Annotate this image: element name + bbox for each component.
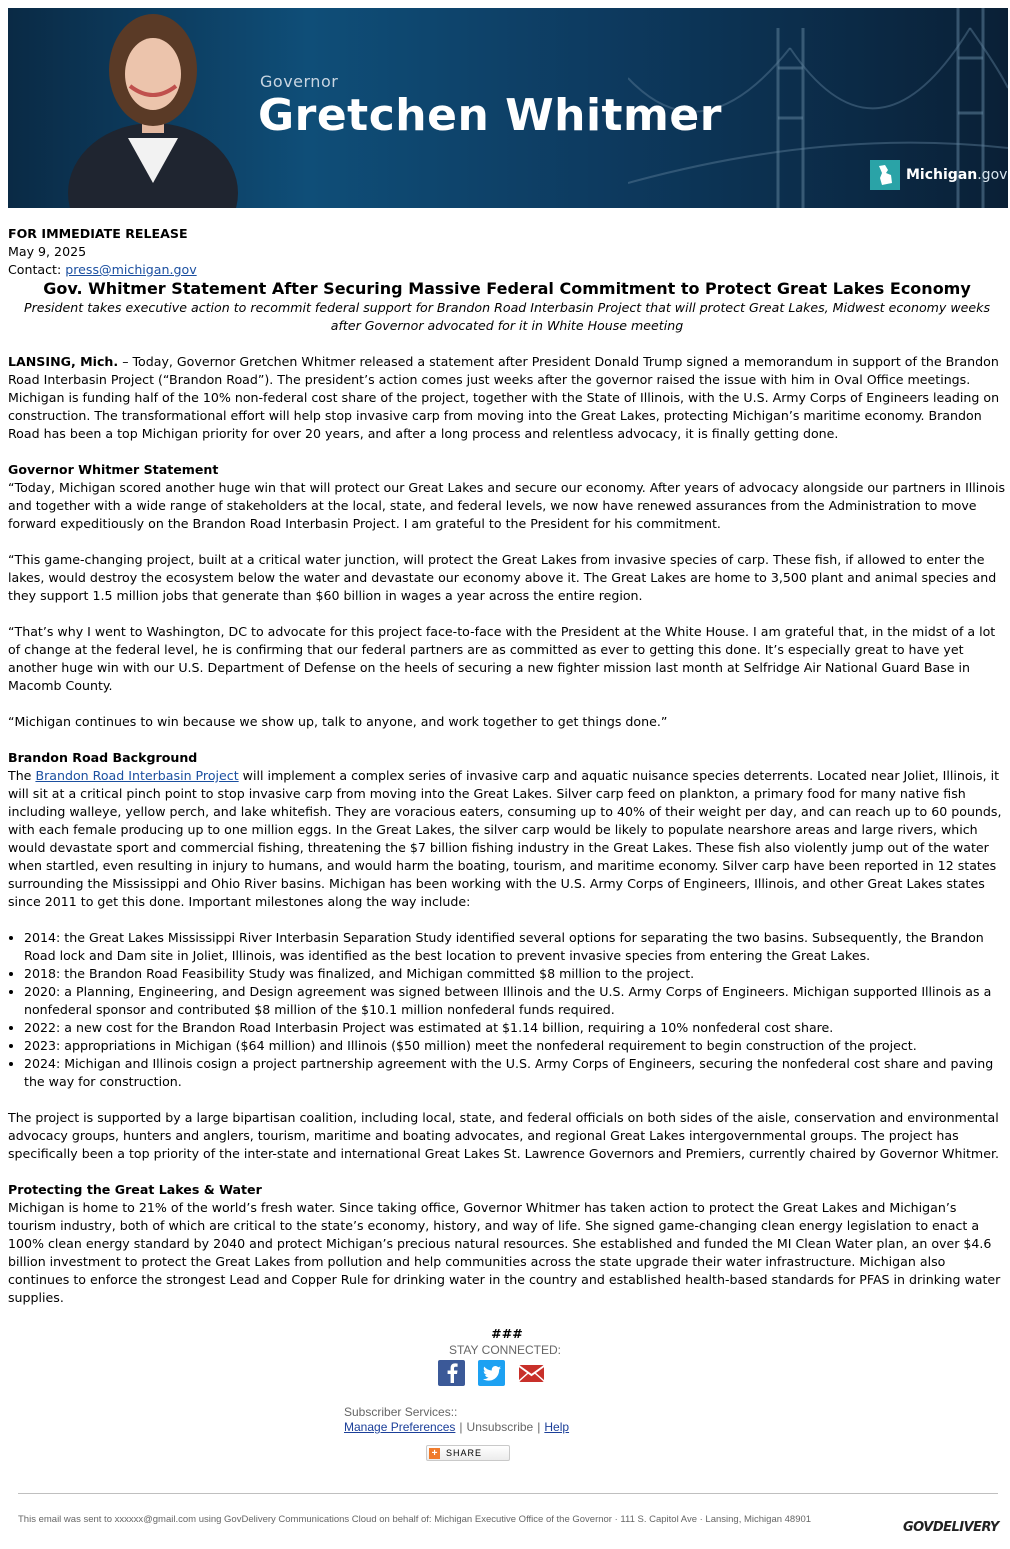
- subscriber-services-label: Subscriber Services::: [344, 1405, 458, 1419]
- water-paragraph: Michigan is home to 21% of the world’s fresh water. Since taking office, Governor Whitmer has taken action to protect the Great Lakes and Michigan’s tourism industry, both of which are critical to the state’s economy, history, and way of life. She signed game-changing clean energy legislation to enact a 100% clean energy standard by 2040 and protect Michigan’s precious natural resources. She established and funded the MI Clean Water plan, an over $4.6 billion investment to protect the Great Lakes from pollution and help communities across the state upgrade their water infrastructure. Michigan also continues to enforce the strongest Lead and Copper Rule for drinking water in the country and established health-based standards for PFAS in drinking water supplies.: [8, 1200, 1001, 1305]
- contact-label: Contact:: [8, 262, 62, 277]
- sent-notice: This email was sent to xxxxxx@gmail.com using GovDelivery Communications Cloud on behalf of: Michigan Executive Office of the Governor · 111 S. Capitol Ave · Lansing, Michigan 48901: [18, 1514, 812, 1525]
- background-heading: Brandon Road Background: [8, 750, 198, 765]
- water-heading: Protecting the Great Lakes & Water: [8, 1182, 262, 1197]
- manage-preferences-link[interactable]: Manage Preferences: [344, 1420, 456, 1434]
- header-banner: [8, 8, 1008, 208]
- milestones-list: [8, 929, 1006, 1091]
- subheadline: President takes executive action to recommit federal support for Brandon Road Interbasin Project that will protect Great Lakes, Midwest economy weeks after Governor advocated for it in White House meeting: [23, 300, 991, 333]
- contact-email-link[interactable]: press@michigan.gov: [65, 262, 197, 277]
- logo-brand: Michigan: [906, 167, 978, 183]
- share-label: SHARE: [446, 1448, 483, 1458]
- statement-paragraph-2: “This game-changing project, built at a critical water junction, will protect the Great Lakes from invasive species of carp. These fish, if allowed to enter the lakes, would destroy the ecosystem below the water and devastate our economy above it. The Great Lakes are home to 3,500 plant and animal species and they support 1.5 million jobs that generate than $60 billion in wages a year across the entire region.: [8, 552, 997, 603]
- list-item: • 2024: Michigan and Illinois cosign a project partnership agreement with the U.S. Army Corps of Engineers, securing the nonfederal cost share and paving the way for construction.: [24, 1055, 1006, 1091]
- michigan-gov-logo[interactable]: [870, 160, 1007, 190]
- twitter-icon[interactable]: [478, 1360, 505, 1386]
- governor-portrait: [68, 8, 238, 208]
- list-item: • 2022: a new cost for the Brandon Road Interbasin Project was estimated at $1.14 billion, requiring a 10% nonfederal cost share.: [24, 1019, 1006, 1037]
- coalition-paragraph: The project is supported by a large bipartisan coalition, including local, state, and federal officials on both sides of the aisle, conservation and environmental advocacy groups, hunters and anglers, tourism, maritime and boating advocates, and regional Great Lakes intergovernmental groups. The project has specifically been a top priority of the inter-state and international Great Lakes St. Lawrence Governors and Premiers, currently chaired by Governor Whitmer.: [8, 1110, 999, 1161]
- share-button[interactable]: [426, 1445, 510, 1461]
- govdelivery-logo[interactable]: GOVDELIVERY: [903, 1520, 999, 1535]
- statement-paragraph-4: “Michigan continues to win because we show up, talk to anyone, and work together to get things done.”: [8, 714, 668, 729]
- social-links: [438, 1360, 545, 1386]
- separator: |: [537, 1420, 541, 1434]
- statement-paragraph-3: “That’s why I went to Washington, DC to advocate for this project face-to-face with the President at the White House. I am grateful that, in the midst of a lot of change at the federal level, he is confirming that our federal partners are as committed as ever to getting this done. It’s especially great to have yet another huge win with our U.S. Department of Defense on the heels of securing a new fighter mission last month at Selfridge Air National Guard Base in Macomb County.: [8, 624, 996, 693]
- headline: Gov. Whitmer Statement After Securing Massive Federal Commitment to Protect Great Lakes Economy: [43, 279, 971, 298]
- help-link[interactable]: Help: [544, 1420, 570, 1434]
- end-mark: ###: [491, 1326, 523, 1341]
- governor-title: Governor: [260, 72, 339, 91]
- background-paragraph: The Brandon Road Interbasin Project will implement a complex series of invasive carp and aquatic nuisance species deterrents. Located near Joliet, Illinois, it will sit at a critical pinch point to stop invasive carp from moving into the Great Lakes. Silver carp feed on plankton, a primary food for many native fish including walleye, yellow perch, and lake whitefish. They are voracious eaters, consuming up to 40% of their weight per day, and can reach up to 60 pounds, with each female producing up to one million eggs. In the Great Lakes, the silver carp would be likely to populate nearshore areas and large rivers, which would devastate sport and commercial fishing, threatening the $7 billion fishing industry in the Great Lakes. These fish also violently jump out of the water when startled, even resulting in injury to humans, and would harm the boating, tourism, and maritime economy. Silver carp have been reported in 12 states surrounding the Mississippi and Ohio River basins. Michigan has been working with the U.S. Army Corps of Engineers, Illinois, and other Great Lakes states since 2011 to get this done. Important milestones along the way include:: [8, 768, 1002, 909]
- statement-heading: Governor Whitmer Statement: [8, 462, 219, 477]
- release-date: May 9, 2025: [8, 244, 87, 259]
- logo-suffix: .gov: [977, 167, 1008, 183]
- plus-icon: +: [429, 1448, 440, 1459]
- governor-name: Gretchen Whitmer: [258, 90, 722, 141]
- footer-divider: [18, 1493, 998, 1494]
- press-release-body: [8, 225, 1006, 1343]
- intro-paragraph: LANSING, Mich. – Today, Governor Gretchen Whitmer released a statement after President Donald Trump signed a memorandum in support of the Brandon Road Interbasin Project (“Brandon Road”). The president’s action comes just weeks after the governor raised the issue with him in Oval Office meetings. Michigan is funding half of the 10% non-federal cost share of the project, together with the State of Illinois, with the U.S. Army Corps of Engineers leading on construction. The transformational effort will help stop invasive carp from moving into the Great Lakes, protecting Michigan’s maritime economy. Brandon Road has been a top Michigan priority for over 20 years, and after a long process and relentless advocacy, it is finally getting done.: [8, 354, 1000, 441]
- michigan-map-icon: [870, 160, 900, 190]
- unsubscribe-link[interactable]: Unsubscribe: [466, 1420, 534, 1434]
- email-icon[interactable]: [518, 1360, 545, 1386]
- brandon-road-link[interactable]: Brandon Road Interbasin Project: [35, 768, 239, 783]
- list-item: • 2018: the Brandon Road Feasibility Study was finalized, and Michigan committed $8 million to the project.: [24, 965, 1006, 983]
- dateline: LANSING, Mich.: [8, 354, 119, 369]
- facebook-icon[interactable]: [438, 1360, 465, 1386]
- separator: |: [459, 1420, 463, 1434]
- statement-paragraph-1: “Today, Michigan scored another huge win that will protect our Great Lakes and secure our economy. After years of advocacy alongside our partners in Illinois and together with a wide range of stakeholders at the local, state, and federal levels, we now have renewed assurances from the Administration to move forward expeditiously on the Brandon Road Interbasin Project. I am grateful to the President for his commitment.: [8, 480, 1006, 531]
- list-item: • 2020: a Planning, Engineering, and Design agreement was signed between Illinois and the U.S. Army Corps of Engineers. Michigan supported Illinois as a nonfederal sponsor and contributed $8 million of the $10.1 million nonfederal funds required.: [24, 983, 1006, 1019]
- release-label: FOR IMMEDIATE RELEASE: [8, 226, 188, 241]
- subscriber-services: [344, 1405, 569, 1435]
- list-item: • 2014: the Great Lakes Mississippi River Interbasin Separation Study identified several options for separating the two basins. Subsequently, the Brandon Road lock and Dam site in Joliet, Illinois, was identified as the best location to prevent invasive species from entering the Great Lakes.: [24, 929, 1006, 965]
- contact-line: [8, 261, 1006, 279]
- stay-connected-label: STAY CONNECTED:: [448, 1343, 561, 1357]
- list-item: • 2023: appropriations in Michigan ($64 million) and Illinois ($50 million) meet the nonfederal requirement to begin construction of the project.: [24, 1037, 1006, 1055]
